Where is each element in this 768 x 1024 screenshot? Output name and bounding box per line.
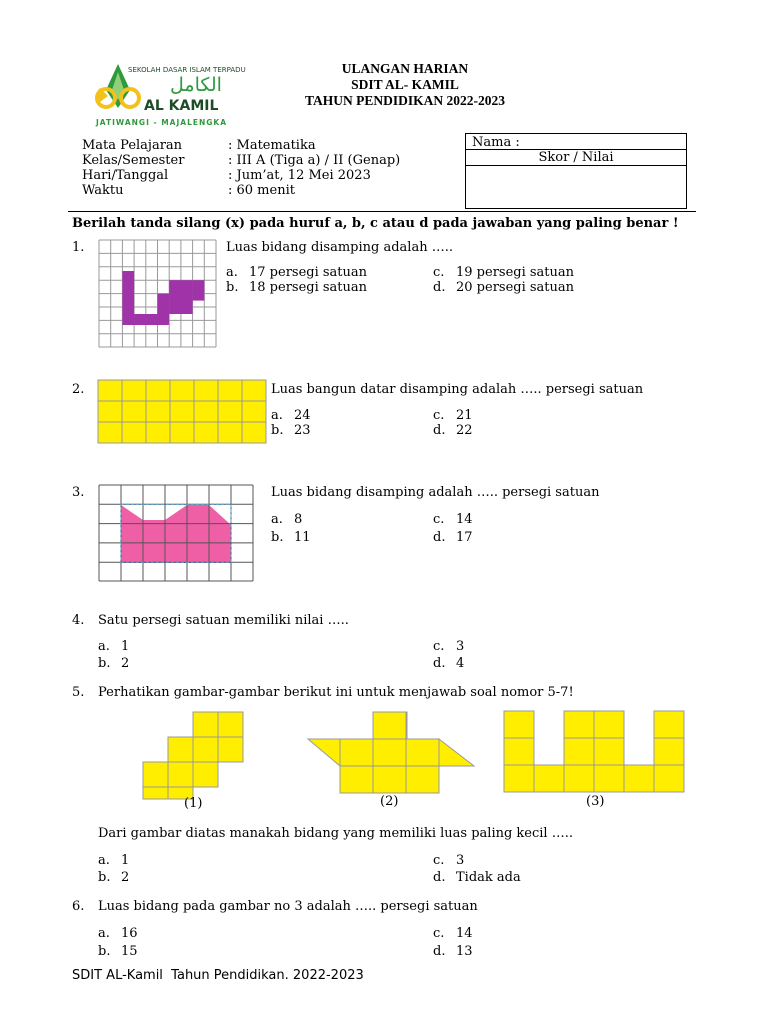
logo-arabic-text: الكامل <box>170 74 222 96</box>
page-footer: SDIT AL-Kamil Tahun Pendidikan. 2022-2023 <box>72 968 364 983</box>
option-d-letter[interactable]: d. <box>433 530 446 545</box>
school-logo <box>92 60 246 132</box>
info-label-date: Hari/Tanggal <box>82 168 169 183</box>
option-a-text[interactable]: 17 persegi satuan <box>249 265 368 280</box>
info-value-date: : Jum’at, 12 Mei 2023 <box>228 168 371 183</box>
option-c-letter[interactable]: c. <box>433 853 445 868</box>
info-label-subject: Mata Pelajaran <box>82 138 183 153</box>
figure-3-label: (3) <box>586 794 605 809</box>
info-value-subject: : Matematika <box>228 138 316 153</box>
name-field-label[interactable]: Nama : <box>472 135 520 150</box>
option-a-letter[interactable]: a. <box>271 512 283 527</box>
logo-location: JATIWANGI - MAJALENGKA <box>96 118 228 127</box>
option-c-text[interactable]: 3 <box>456 639 465 654</box>
info-value-class: : III A (Tiga a) / II (Genap) <box>228 153 401 168</box>
question-text: Perhatikan gambar-gambar berikut ini untuk menjawab soal nomor 5-7! <box>98 685 574 700</box>
option-d-text[interactable]: 22 <box>456 423 473 438</box>
option-d-letter[interactable]: d. <box>433 870 446 885</box>
option-d-letter[interactable]: d. <box>433 656 446 671</box>
question-number: 1. <box>72 240 85 255</box>
option-c-letter[interactable]: c. <box>433 265 445 280</box>
option-b-text[interactable]: 2 <box>121 870 130 885</box>
header-title: ULANGAN HARIAN <box>341 61 469 76</box>
option-b-letter[interactable]: b. <box>98 870 111 885</box>
option-b-text[interactable]: 18 persegi satuan <box>249 280 368 295</box>
option-b-letter[interactable]: b. <box>226 280 239 295</box>
figure-3-u-shape <box>504 711 686 793</box>
question-number: 6. <box>72 899 85 914</box>
option-c-text[interactable]: 3 <box>456 853 465 868</box>
option-a-letter[interactable]: a. <box>226 265 238 280</box>
option-c-letter[interactable]: c. <box>433 512 445 527</box>
option-c-letter[interactable]: c. <box>433 408 445 423</box>
option-b-letter[interactable]: b. <box>98 656 111 671</box>
name-score-box <box>465 133 687 209</box>
option-b-text[interactable]: 11 <box>294 530 311 545</box>
option-a-text[interactable]: 1 <box>121 853 130 868</box>
q3-grid-figure <box>99 485 259 581</box>
q1-grid-figure <box>99 240 219 348</box>
option-d-letter[interactable]: d. <box>433 280 446 295</box>
option-b-letter[interactable]: b. <box>271 423 284 438</box>
option-a-text[interactable]: 1 <box>121 639 130 654</box>
header-school: SDIT AL- KAMIL <box>351 77 459 92</box>
question-text: Luas bidang disamping adalah ….. persegi satuan <box>271 485 600 500</box>
info-value-time: : 60 menit <box>228 183 295 198</box>
header-year: TAHUN PENDIDIKAN 2022-2023 <box>304 93 505 108</box>
info-label-class: Kelas/Semester <box>82 153 185 168</box>
question-number: 4. <box>72 613 85 628</box>
option-d-text[interactable]: 17 <box>456 530 473 545</box>
option-a-text[interactable]: 16 <box>121 926 138 941</box>
option-a-letter[interactable]: a. <box>98 926 110 941</box>
question-number: 3. <box>72 485 85 500</box>
figure-2-parallelogram <box>306 710 476 796</box>
figure-1-staircase <box>143 710 247 800</box>
option-d-text[interactable]: Tidak ada <box>456 870 521 885</box>
q2-yellow-rectangle <box>98 380 268 444</box>
question-text: Luas bangun datar disamping adalah ….. persegi satuan <box>271 382 644 397</box>
logo-top-text: SEKOLAH DASAR ISLAM TERPADU <box>128 66 246 74</box>
figure-1-label: (1) <box>184 796 203 811</box>
option-b-text[interactable]: 2 <box>121 656 130 671</box>
option-d-letter[interactable]: d. <box>433 423 446 438</box>
option-b-text[interactable]: 23 <box>294 423 311 438</box>
option-c-letter[interactable]: c. <box>433 639 445 654</box>
question-text: Satu persegi satuan memiliki nilai ….. <box>98 613 349 628</box>
question-number: 5. <box>72 685 85 700</box>
option-c-text[interactable]: 21 <box>456 408 473 423</box>
option-c-text[interactable]: 19 persegi satuan <box>456 265 575 280</box>
question-text: Luas bidang disamping adalah ….. <box>226 240 453 255</box>
figure-2-label: (2) <box>380 794 399 809</box>
option-a-letter[interactable]: a. <box>98 639 110 654</box>
option-d-text[interactable]: 13 <box>456 944 473 959</box>
header-separator <box>68 211 696 212</box>
option-d-text[interactable]: 20 persegi satuan <box>456 280 575 295</box>
option-d-text[interactable]: 4 <box>456 656 465 671</box>
option-c-text[interactable]: 14 <box>456 926 473 941</box>
question-subtext: Dari gambar diatas manakah bidang yang memiliki luas paling kecil ….. <box>98 826 573 841</box>
question-text: Luas bidang pada gambar no 3 adalah ….. persegi satuan <box>98 899 478 914</box>
option-a-letter[interactable]: a. <box>98 853 110 868</box>
option-b-text[interactable]: 15 <box>121 944 138 959</box>
logo-name: AL KAMIL <box>144 98 219 114</box>
option-b-letter[interactable]: b. <box>271 530 284 545</box>
option-a-letter[interactable]: a. <box>271 408 283 423</box>
box-divider <box>466 165 686 166</box>
instruction-text: Berilah tanda silang (x) pada huruf a, b, c atau d pada jawaban yang paling benar ! <box>72 216 679 231</box>
score-label: Skor / Nilai <box>538 150 614 165</box>
info-label-time: Waktu <box>82 183 124 198</box>
option-b-letter[interactable]: b. <box>98 944 111 959</box>
option-c-letter[interactable]: c. <box>433 926 445 941</box>
option-a-text[interactable]: 8 <box>294 512 303 527</box>
option-c-text[interactable]: 14 <box>456 512 473 527</box>
option-d-letter[interactable]: d. <box>433 944 446 959</box>
option-a-text[interactable]: 24 <box>294 408 311 423</box>
question-number: 2. <box>72 382 85 397</box>
